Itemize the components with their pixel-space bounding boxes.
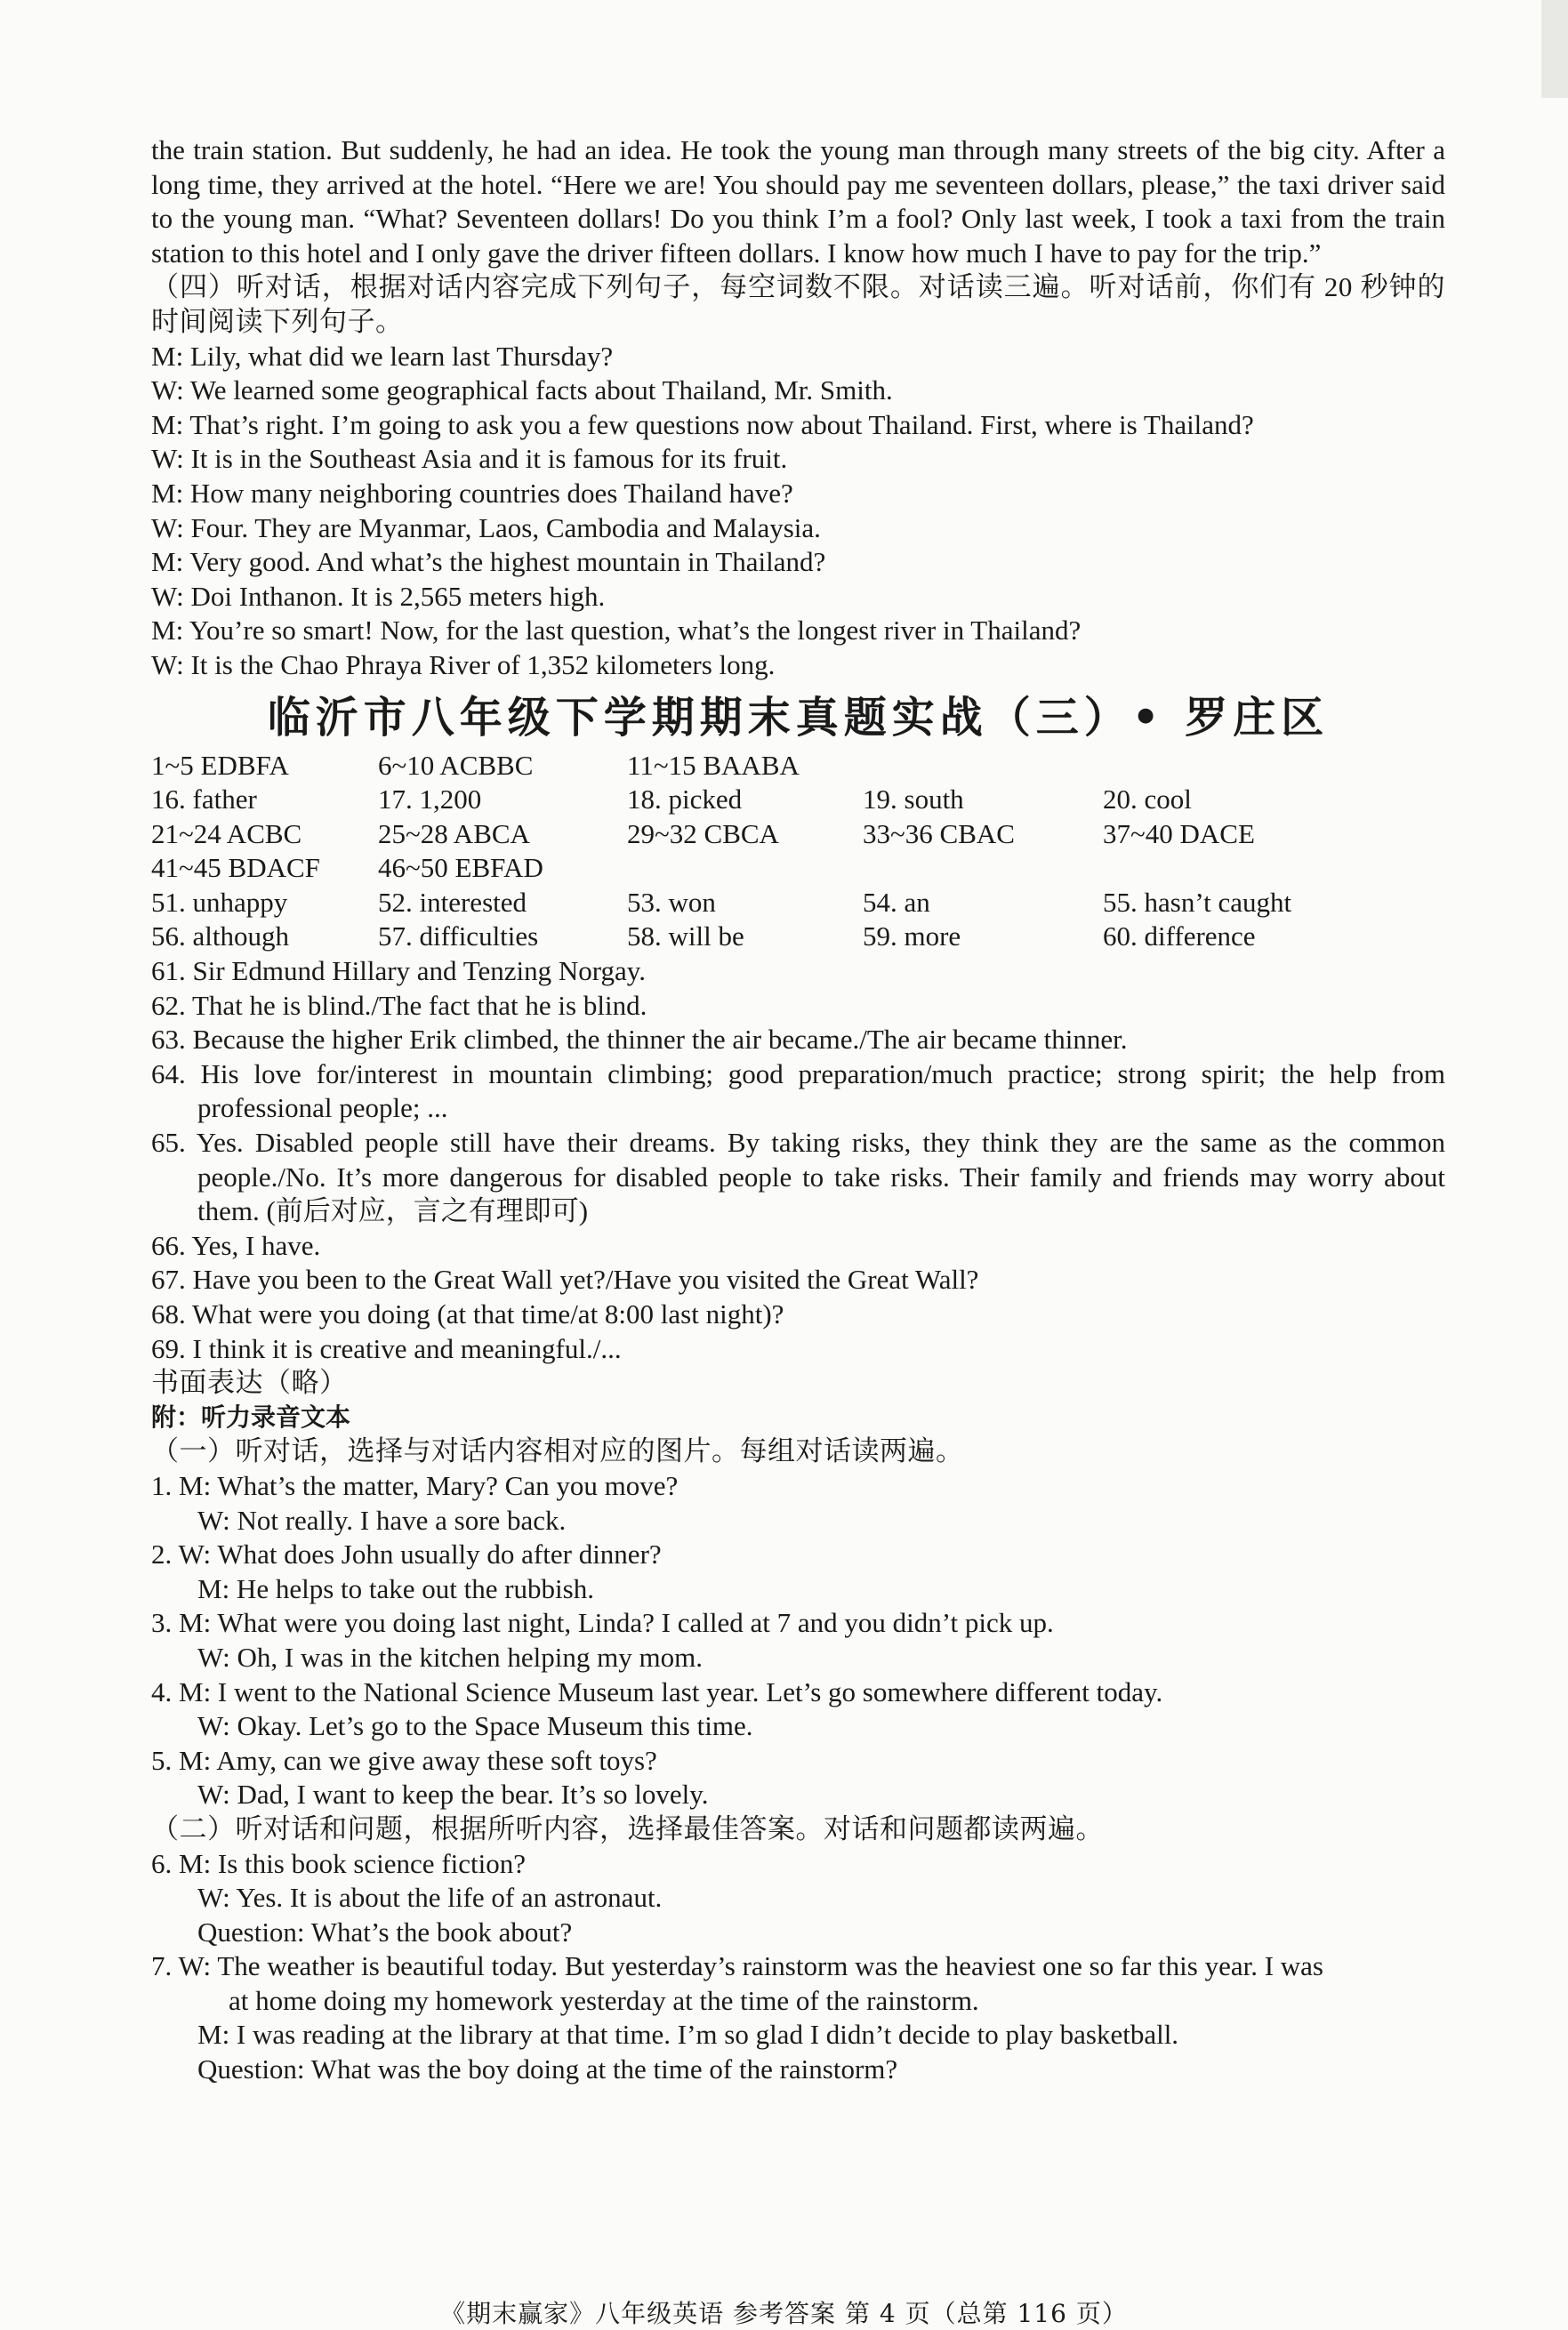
answer-65: 65. Yes. Disabled people still have their dreams. By taking risks, they think they are the same as the common people./No. It’s more dangerous for disabled people to take risks. Their family and friends may worry about them. (前后对应，言之有理即可)	[151, 1127, 1445, 1227]
answer-cell: 37~40 DACE	[1103, 817, 1255, 849]
part2-items	[151, 1847, 1445, 2087]
answer-cell: 11~15 BAABA	[627, 749, 800, 781]
question-line: Question: What’s the book about?	[197, 1916, 573, 1948]
dialogue-line: M: That’s right. I’m going to ask you a few questions now about Thailand. First, where is Thailand?	[151, 408, 1254, 440]
answer-cell	[863, 851, 1103, 886]
answer-cell: 18. picked	[627, 783, 743, 816]
section-heading: 临沂市八年级下学期期末真题实战（三）• 罗庄区	[267, 692, 1330, 743]
dialogue-line: M: You’re so smart! Now, for the last question, what’s the longest river in Thailand?	[151, 615, 1082, 647]
answer-cell: 59. more	[863, 920, 961, 952]
answer-62: 62. That he is blind./The fact that he is blind.	[151, 989, 647, 1021]
part2-instruction: （二）听对话和问题，根据所听内容，选择最佳答案。对话和问题都读两遍。	[151, 1812, 1104, 1844]
dialogue-line: W: We learned some geographical facts about Thailand, Mr. Smith.	[151, 374, 893, 406]
dialogue-answer: W: Dad, I want to keep the bear. It’s so lovely.	[197, 1779, 709, 1811]
dialogue-question: 5. M: Amy, can we give away these soft toys?	[151, 1744, 657, 1776]
dialogue-question-continued: at home doing my homework yesterday at the time of the rainstorm.	[229, 1984, 979, 2016]
answer-64: 64. His love for/interest in mountain climbing; good preparation/much practice; strong spirit; the help from professional people; ...	[151, 1057, 1445, 1124]
answer-cell: 20. cool	[1103, 783, 1192, 816]
dialogue-question: 1. M: What’s the matter, Mary? Can you move?	[151, 1469, 679, 1501]
page-footer: 《期末赢家》八年级英语 参考答案 第 4 页（总第 116 页）	[440, 2299, 1128, 2328]
answer-cell: 56. although	[151, 920, 289, 952]
answer-cell: 25~28 ABCA	[378, 817, 530, 849]
dialogue-line: M: Lily, what did we learn last Thursday?	[151, 340, 614, 372]
answer-cell: 41~45 BDACF	[151, 852, 320, 884]
answer-cell: 33~36 CBAC	[863, 817, 1015, 849]
dialogue-answer: W: Yes. It is about the life of an astronaut.	[197, 1882, 663, 1914]
section4-instruction: （四）听对话，根据对话内容完成下列句子，每空词数不限。对话读三遍。听对话前，你们有 20 秒钟的时间阅读下列句子。	[151, 271, 1445, 337]
answer-69: 69. I think it is creative and meaningful./...	[151, 1332, 622, 1364]
dialogue-answer: W: Okay. Let’s go to the Space Museum this time.	[197, 1710, 753, 1742]
answer-cell: 58. will be	[627, 920, 744, 952]
scan-edge	[1541, 0, 1568, 98]
dialogue-line: W: It is the Chao Phraya River of 1,352 kilometers long.	[151, 648, 776, 680]
dialogue-answer: W: Oh, I was in the kitchen helping my mom.	[197, 1641, 703, 1673]
answer-cell: 54. an	[863, 886, 930, 918]
answer-cell: 57. difficulties	[378, 920, 539, 952]
question-line: Question: What was the boy doing at the time of the rainstorm?	[197, 2053, 898, 2085]
writing-note: 书面表达（略）	[151, 1367, 348, 1399]
answer-cell: 60. difference	[1103, 920, 1256, 952]
answer-cell: 17. 1,200	[378, 783, 482, 816]
dialogue-line: W: Four. They are Myanmar, Laos, Cambodia and Malaysia.	[151, 511, 821, 543]
dialogue-question: 3. M: What were you doing last night, Linda? I called at 7 and you didn’t pick up.	[151, 1607, 1054, 1639]
answer-cell: 6~10 ACBBC	[378, 749, 534, 781]
answer-cell: 29~32 CBCA	[627, 817, 779, 849]
answer-cell	[1103, 749, 1445, 783]
answer-68: 68. What were you doing (at that time/at 8:00 last night)?	[151, 1298, 784, 1330]
part1-instruction: （一）听对话，选择与对话内容相对应的图片。每组对话读两遍。	[151, 1435, 964, 1467]
story-paragraph: the train station. But suddenly, he had an idea. He took the young man through many streets of the big city. After a long time, they arrived at the hotel. “Here we are! You should pay me seventeen dollars, please,” the taxi driver said to the young man. “What? Seventeen dollars! Do you think I’m a fool? Only last week, I took a taxi from the train station to this hotel and I only gave the driver fifteen dollars. I know how much I have to pay for the trip.”	[151, 134, 1445, 269]
answer-61: 61. Sir Edmund Hillary and Tenzing Norgay.	[151, 955, 647, 987]
written-answers	[151, 954, 1445, 1366]
dialogue-question: 2. W: What does John usually do after dinner?	[151, 1539, 662, 1571]
answer-cell: 53. won	[627, 886, 716, 918]
dialogue-line: M: Very good. And what’s the highest mountain in Thailand?	[151, 546, 826, 578]
answer-63: 63. Because the higher Erik climbed, the thinner the air became./The air became thinner.	[151, 1024, 1128, 1056]
dialogue-answer: M: He helps to take out the rubbish.	[197, 1572, 594, 1604]
answer-cell: 46~50 EBFAD	[378, 852, 543, 884]
document-page	[151, 133, 1445, 2087]
dialogue-answer: W: Not really. I have a sore back.	[197, 1504, 567, 1536]
dialogue-line: W: Doi Inthanon. It is 2,565 meters high.	[151, 580, 606, 612]
answer-66: 66. Yes, I have.	[151, 1229, 321, 1261]
answer-cell: 19. south	[863, 783, 964, 816]
section4-dialogue	[151, 340, 1445, 683]
dialogue-answer: M: I was reading at the library at that time. I’m so glad I didn’t decide to play basketball.	[197, 2019, 1179, 2051]
appendix-title: 附：听力录音文本	[151, 1402, 351, 1432]
part1-items	[151, 1469, 1445, 1812]
answer-cell	[627, 851, 863, 886]
answer-67: 67. Have you been to the Great Wall yet?/Have you visited the Great Wall?	[151, 1264, 979, 1296]
answer-cell: 51. unhappy	[151, 886, 288, 918]
answer-cell	[1103, 851, 1445, 886]
dialogue-line: W: It is in the Southeast Asia and it is famous for its fruit.	[151, 443, 788, 475]
dialogue-question: 4. M: I went to the National Science Museum last year. Let’s go somewhere different today.	[151, 1675, 1163, 1707]
dialogue-question: 6. M: Is this book science fiction?	[151, 1847, 526, 1879]
answer-cell: 21~24 ACBC	[151, 817, 302, 849]
answer-key-grid	[151, 749, 1445, 955]
answer-cell	[863, 749, 1103, 783]
dialogue-question: 7. W: The weather is beautiful today. But yesterday’s rainstorm was the heaviest one so far this year. I was	[151, 1950, 1323, 1982]
answer-cell: 1~5 EDBFA	[151, 749, 289, 781]
answer-cell: 16. father	[151, 783, 257, 816]
answer-cell: 52. interested	[378, 886, 527, 918]
answer-cell: 55. hasn’t caught	[1103, 886, 1292, 918]
dialogue-line: M: How many neighboring countries does Thailand have?	[151, 477, 793, 509]
